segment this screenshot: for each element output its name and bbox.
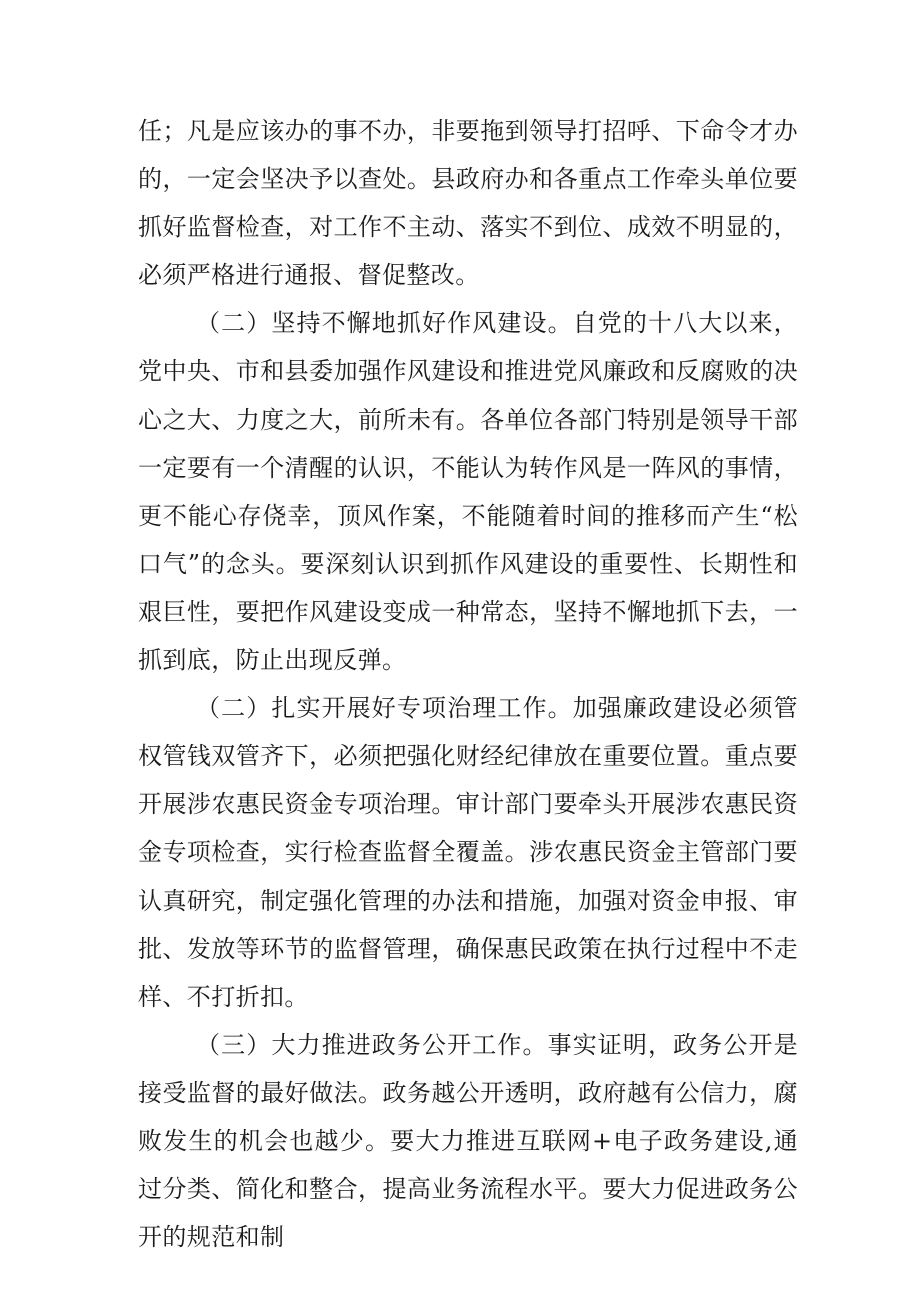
- paragraph-government-openness: （三）大力推进政务公开工作。事实证明，政务公开是接受监督的最好做法。政务越公开透明，政府越有公信力，腐败发生的机会也越少。要大力推进互联网+电子政务建设,通过分类、简化和整合，提高业务流程水平。要大力促进政务公开的规范和制: [138, 1030, 798, 1252]
- paragraph-continuation: 任；凡是应该办的事不办，非要拖到领导打招呼、下命令才办的，一定会坚决予以查处。县政府办和各重点工作牵头单位要抓好监督检查，对工作不主动、落实不到位、成效不明显的，必须严格进行通报、督促整改。: [138, 117, 798, 290]
- paragraph-style-building: （二）坚持不懈地抓好作风建设。自党的十八大以来，党中央、市和县委加强作风建设和推进党风廉政和反腐败的决心之大、力度之大，前所未有。各单位各部门特别是领导干部一定要有一个清醒的认识，不能认为转作风是一阵风的事情，更不能心存侥幸，顶风作案，不能随着时间的推移而产生“松口气”的念头。要深刻认识到抓作风建设的重要性、长期性和艰巨性，要把作风建设变成一种常态，坚持不懈地抓下去，一抓到底，防止出现反弹。: [138, 309, 798, 675]
- document-body: [138, 107, 798, 1261]
- paragraph-special-governance: （二）扎实开展好专项治理工作。加强廉政建设必须管权管钱双管齐下，必须把强化财经纪律放在重要位置。重点要开展涉农惠民资金专项治理。审计部门要牵头开展涉农惠民资金专项检查，实行检查监督全覆盖。涉农惠民资金主管部门要认真研究，制定强化管理的办法和措施，加强对资金申报、审批、发放等环节的监督管理，确保惠民政策在执行过程中不走样、不打折扣。: [138, 694, 798, 1011]
